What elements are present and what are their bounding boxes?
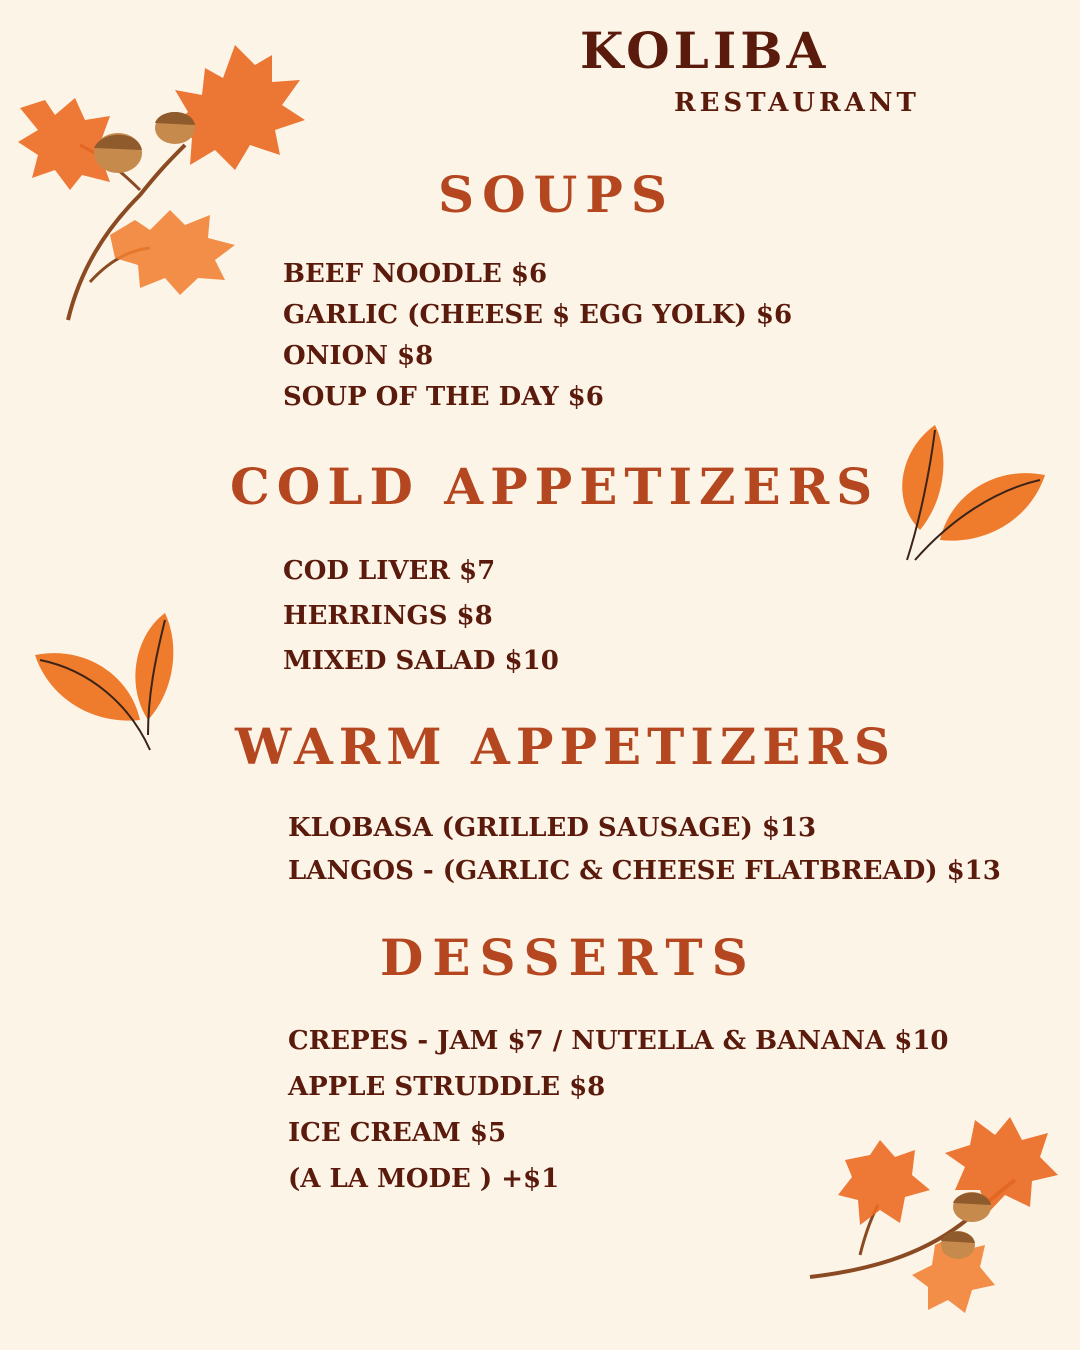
section-heading-warm-appetizers: WARM APPETIZERS: [235, 717, 897, 776]
section-heading-desserts: DESSERTS: [380, 928, 757, 987]
menu-list-warm-appetizers: [288, 810, 1001, 896]
menu-list-cold-appetizers: [283, 553, 559, 688]
menu-item: KLOBASA (GRILLED SAUSAGE) $13: [288, 813, 817, 843]
menu-item: ICE CREAM $5: [288, 1118, 507, 1148]
menu-item: HERRINGS $8: [283, 601, 493, 631]
menu-list-soups: [283, 256, 792, 420]
restaurant-name: KOLIBA: [580, 21, 830, 80]
menu-item: (A LA MODE ) +$1: [288, 1164, 560, 1194]
orange-leaves-icon: [885, 420, 1055, 570]
menu-item: ONION $8: [283, 341, 434, 371]
section-heading-cold-appetizers: COLD APPETIZERS: [230, 457, 880, 516]
oak-leaves-acorns-icon: [10, 20, 310, 330]
section-heading-soups: SOUPS: [438, 165, 675, 224]
menu-item: SOUP OF THE DAY $6: [283, 382, 604, 412]
menu-item: CREPES - JAM $7 / NUTELLA & BANANA $10: [288, 1026, 949, 1056]
menu-list-desserts: [288, 1023, 949, 1207]
menu-item: COD LIVER $7: [283, 556, 496, 586]
menu-item: MIXED SALAD $10: [283, 646, 559, 676]
menu-item: BEEF NOODLE $6: [283, 259, 548, 289]
menu-item: APPLE STRUDDLE $8: [288, 1072, 606, 1102]
restaurant-subtitle: RESTAURANT: [674, 88, 920, 118]
orange-leaves-icon: [30, 605, 190, 755]
menu-item: LANGOS - (GARLIC & CHEESE FLATBREAD) $13: [288, 856, 1001, 886]
menu-item: GARLIC (CHEESE $ EGG YOLK) $6: [283, 300, 793, 330]
